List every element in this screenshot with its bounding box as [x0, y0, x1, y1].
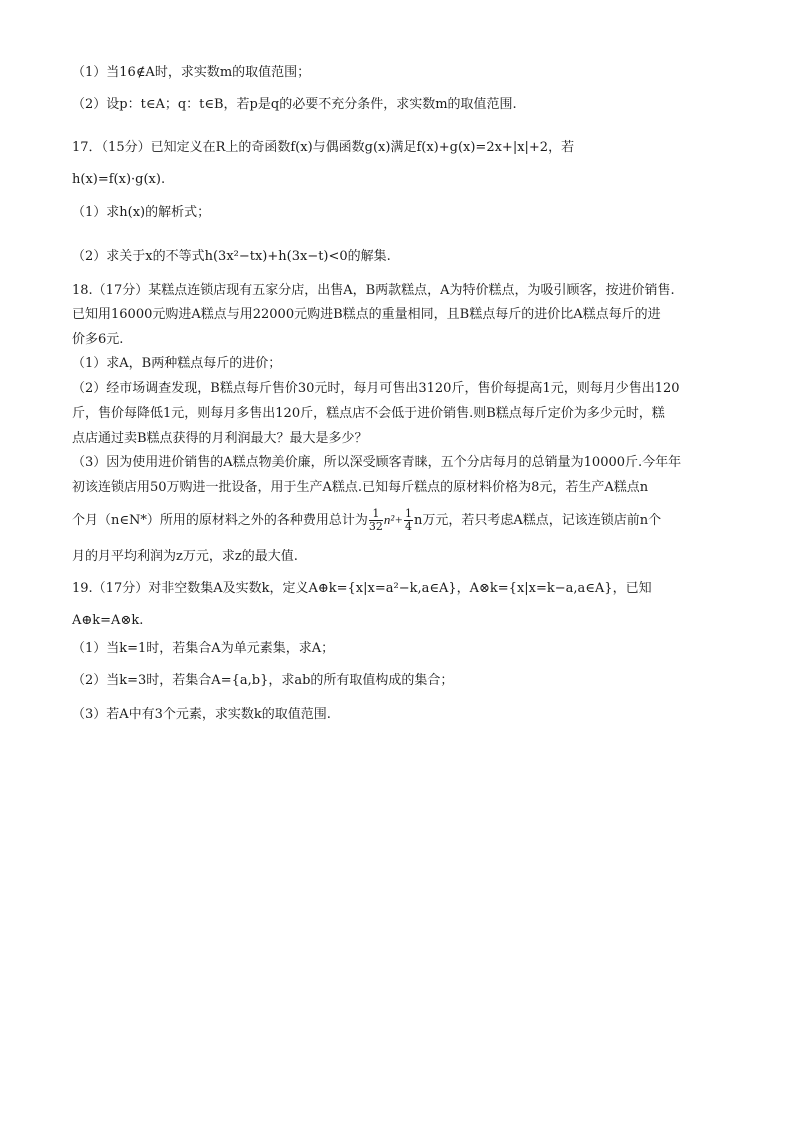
q16-part1: （1）当16∉A时，求实数m的取值范围； — [72, 65, 311, 80]
q18-part2-line3: 点店通过卖B糕点获得的月利润最大？最大是多少？ — [72, 431, 368, 446]
q19-part3: （3）若A中有3个元素，求实数k的取值范围. — [72, 707, 331, 722]
q18-part3-text-b: n²+ — [383, 512, 404, 527]
q19-stem-line2: A⊕k=A⊗k. — [72, 613, 144, 628]
q16-part2: （2）设p：t∈A；q：t∈B，若p是q的必要不充分条件，求实数m的取值范围. — [72, 97, 517, 112]
q19-part2: （2）当k=3时，若集合A={a,b}，求ab的所有取值构成的集合； — [72, 673, 454, 688]
q18-part3-line2: 初该连锁店用50万购进一批设备，用于生产A糕点.已知每斤糕点的原材料价格为8元，若生产A糕点n — [72, 480, 649, 495]
fraction-denominator: 32 — [368, 520, 383, 533]
fraction-numerator: 1 — [405, 507, 413, 520]
q18-part3-line1: （3）因为使用进价销售的A糕点物美价廉，所以深受顾客青睐，五个分店每月的总销量为10000斤.今年年 — [72, 455, 682, 470]
q17-part2: （2）求关于x的不等式h(3x²−tx)+h(3x−t)<0的解集. — [72, 249, 391, 264]
q18-stem-line2: 已知用16000元购进A糕点与用22000元购进B糕点的重量相同，且B糕点每斤的进价比A糕点每斤的进 — [72, 307, 661, 322]
q17-stem: 17．（15分）已知定义在R上的奇函数f(x)与偶函数g(x)满足f(x)+g(x)=2x+|x|+2，若 — [72, 140, 575, 155]
q17-part1: （1）求h(x)的解析式； — [72, 205, 211, 220]
fraction-1-over-4 — [404, 508, 413, 533]
fraction-numerator: 1 — [369, 508, 383, 521]
q18-part3-line3 — [72, 507, 722, 534]
q18-part2-line1: （2）经市场调查发现，B糕点每斤售价30元时，每月可售出3120斤，售价每提高1元，则每月少售出120 — [72, 381, 680, 396]
q18-part2-line2: 斤，售价每降低1元，则每月多售出120斤，糕点店不会低于进价销售.则B糕点每斤定价为多少元时，糕 — [72, 406, 665, 421]
q19-stem-line1: 19.（17分）对非空数集A及实数k，定义A⊕k={x|x=a²−k,a∈A}，A⊗k={x|x=k−a,a∈A}，已知 — [72, 581, 652, 596]
q18-part1: （1）求A，B两种糕点每斤的进价； — [72, 356, 282, 371]
q18-part3-text-a: 个月（n∈N*）所用的原材料之外的各种费用总计为 — [72, 513, 368, 528]
q17-stem-cont: h(x)=f(x)·g(x). — [72, 172, 166, 187]
q18-stem-line1: 18.（17分）某糕点连锁店现有五家分店，出售A，B两款糕点，A为特价糕点，为吸引顾客，按进价销售. — [72, 283, 675, 298]
q19-part1: （1）当k=1时，若集合A为单元素集，求A； — [72, 641, 335, 656]
q18-part3-line4: 月的月平均利润为z万元，求z的最大值. — [72, 549, 298, 564]
fraction-denominator: 4 — [405, 520, 413, 533]
fraction-1-over-32 — [369, 508, 383, 533]
q18-part3-text-c: n万元，若只考虑A糕点，记该连锁店前n个 — [414, 513, 662, 528]
q18-stem-line3: 价多6元. — [72, 332, 124, 347]
